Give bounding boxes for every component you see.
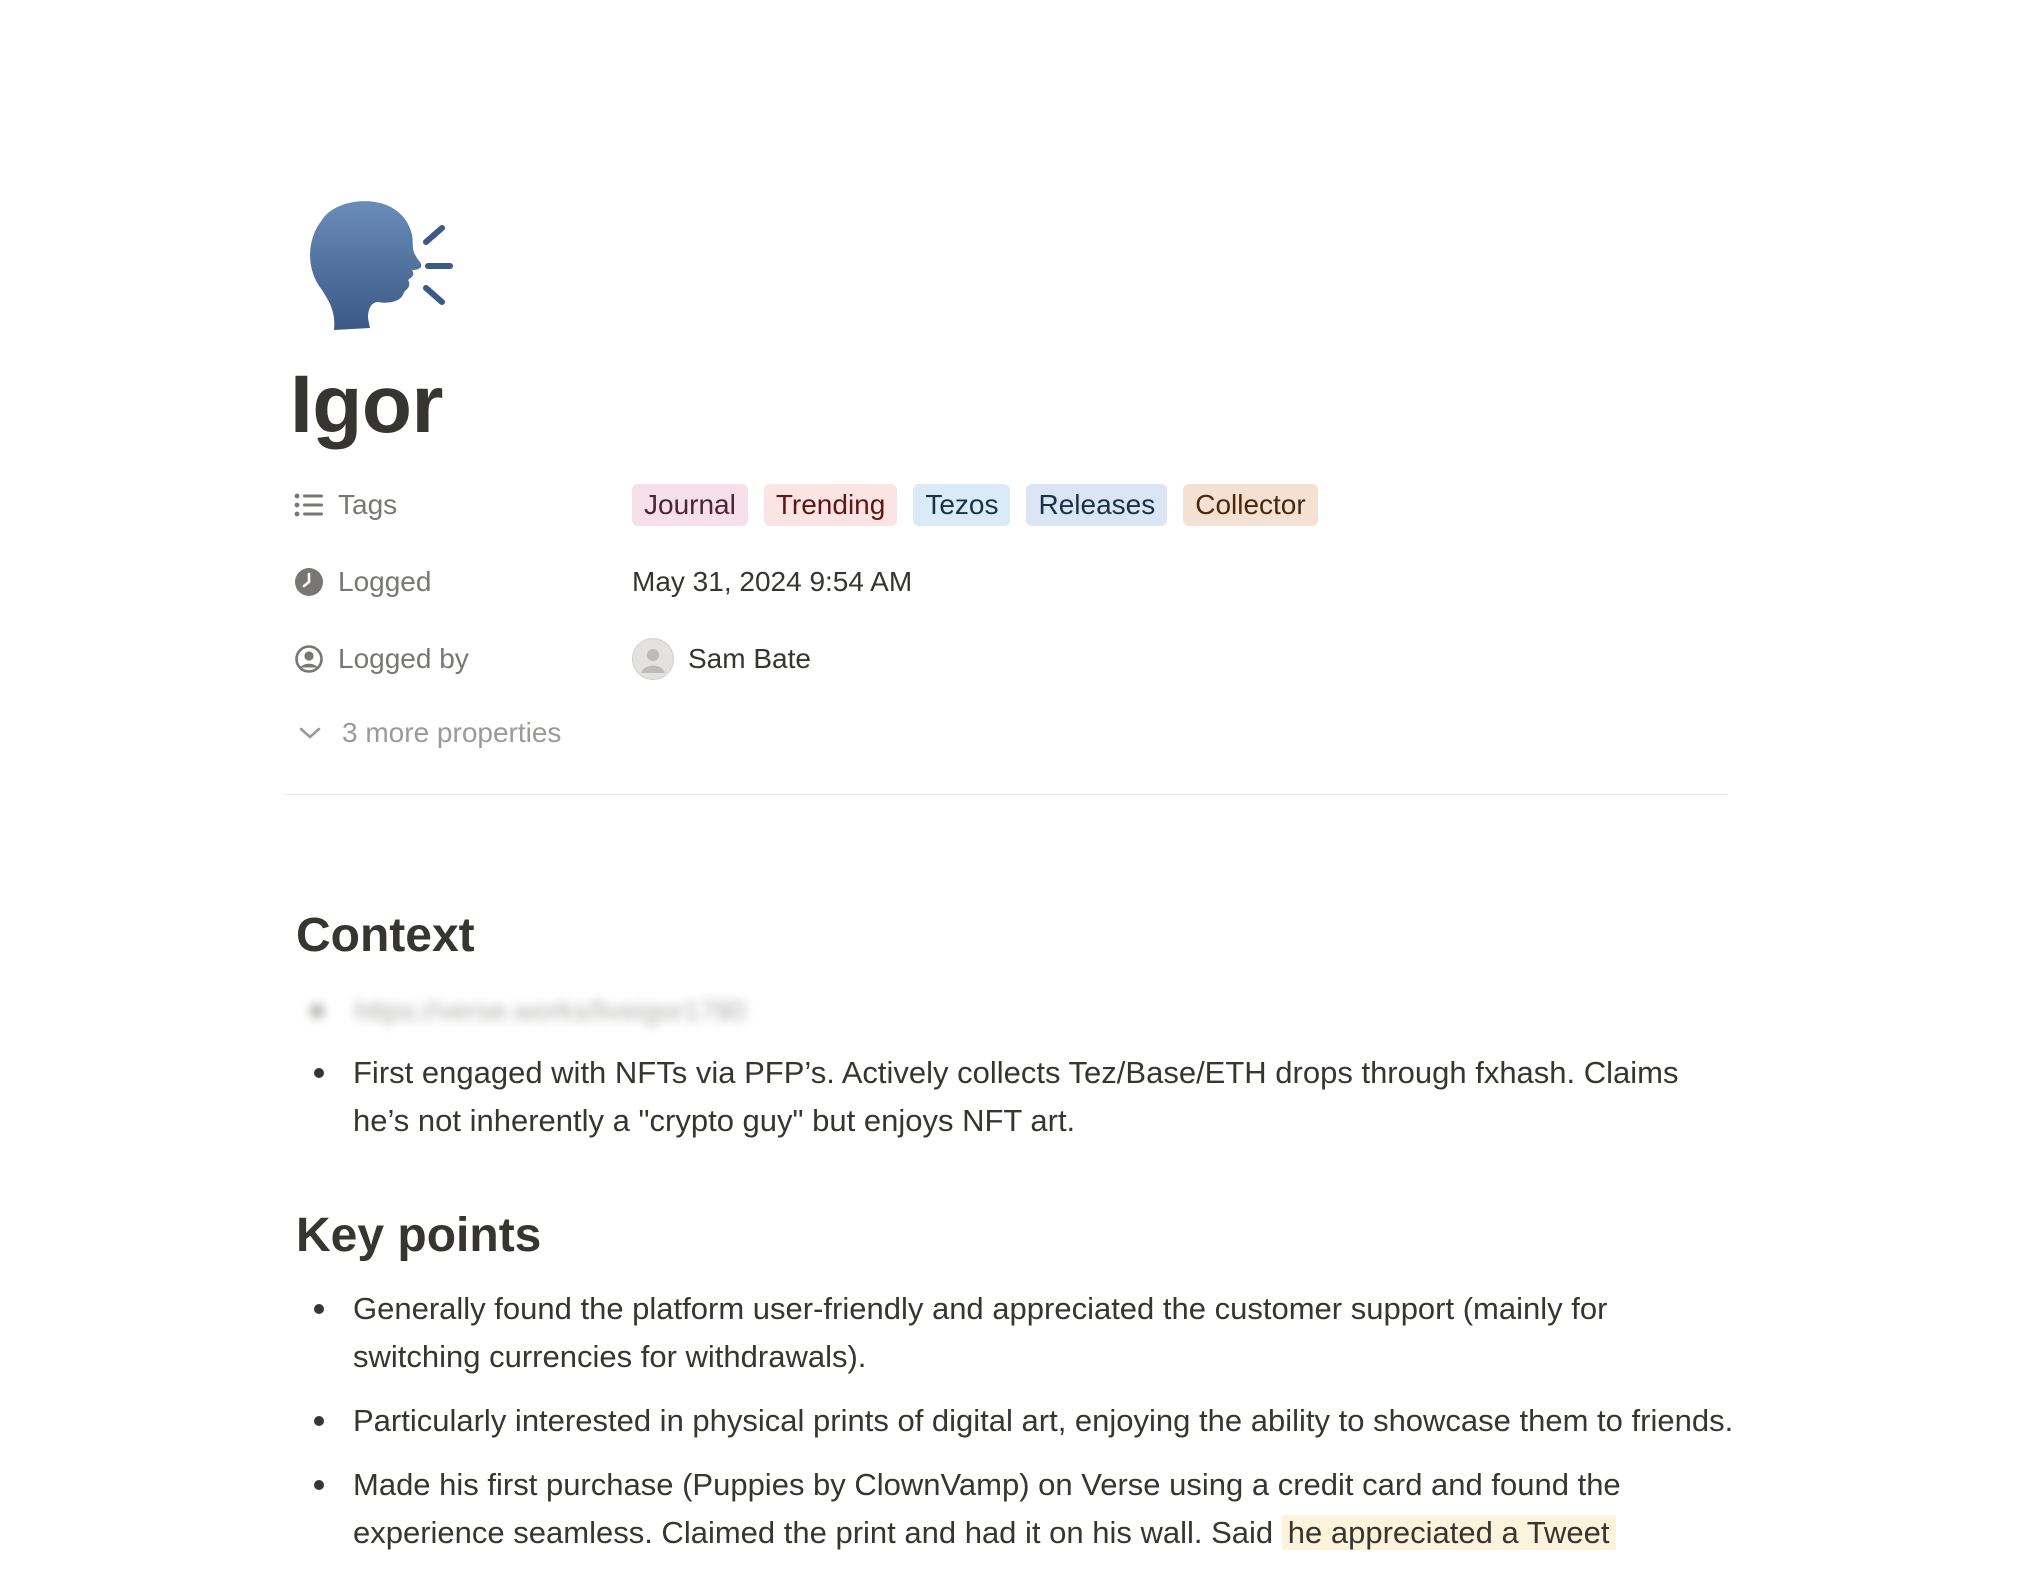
property-label-logged-by[interactable] — [294, 643, 632, 675]
divider — [284, 794, 1728, 795]
list-item[interactable] — [296, 1461, 1736, 1557]
blurred-link[interactable]: https://verse.works/liveigor1780 — [354, 995, 747, 1026]
avatar — [632, 638, 674, 680]
list-item[interactable] — [296, 1049, 1736, 1145]
list-item-text: First engaged with NFTs via PFP’s. Actively collects Tez/Base/ETH drops through fxhash. Claims he’s not inherently a "crypto guy" but enjoys NFT art. — [353, 1055, 1679, 1138]
speaking-head-icon[interactable] — [292, 190, 462, 340]
bullet-dot — [314, 1304, 324, 1314]
list-item-text: Generally found the platform user-friendly and appreciated the customer support (mainly for switching currencies for withdrawals). — [353, 1291, 1608, 1374]
bullet-dot — [314, 1068, 324, 1078]
context-list — [296, 1049, 1736, 1161]
chevron-down-icon — [296, 719, 324, 747]
person-name: Sam Bate — [688, 643, 811, 674]
tag-chip[interactable]: Trending — [764, 484, 897, 526]
tag-chip[interactable]: Releases — [1026, 484, 1167, 526]
tag-chip[interactable]: Collector — [1183, 484, 1317, 526]
heading-key-points[interactable]: Key points — [296, 1209, 542, 1262]
property-label-tags[interactable] — [294, 489, 632, 521]
clock-icon — [294, 567, 324, 597]
key-points-list — [296, 1285, 1736, 1573]
list-item-text: Made his first purchase (Puppies by ClownVamp) on Verse using a credit card and found the experience seamless. Claimed the print and had it on his wall. Said — [353, 1467, 1621, 1550]
more-properties-label: 3 more properties — [342, 717, 562, 748]
property-label-text: Logged by — [338, 643, 469, 674]
bullet-dot — [314, 1480, 324, 1490]
highlighted-text: he appreciated a Tweet — [1282, 1515, 1616, 1550]
property-row-logged — [294, 555, 1694, 609]
list-item-text: Particularly interested in physical prints of digital art, enjoying the ability to showcase them to friends. — [353, 1403, 1734, 1438]
logged-value[interactable]: May 31, 2024 9:54 AM — [632, 566, 913, 597]
blurred-link-item[interactable] — [296, 990, 746, 1032]
list-item[interactable] — [296, 1397, 1736, 1445]
property-row-tags — [294, 478, 1694, 532]
logged-by-value[interactable] — [632, 638, 811, 680]
person-circle-icon — [294, 644, 324, 674]
tags-value[interactable] — [632, 484, 1334, 526]
bullet-dot — [310, 1004, 324, 1018]
tag-chip[interactable]: Tezos — [913, 484, 1010, 526]
bullet-dot — [314, 1416, 324, 1426]
more-properties-toggle[interactable] — [296, 712, 561, 754]
list-icon — [294, 490, 324, 520]
property-row-logged-by — [294, 632, 1694, 686]
page-title[interactable]: Igor — [290, 359, 443, 450]
property-label-logged[interactable] — [294, 566, 632, 598]
tag-chip[interactable]: Journal — [632, 484, 748, 526]
list-item[interactable] — [296, 1285, 1736, 1381]
heading-context[interactable]: Context — [296, 909, 475, 962]
property-label-text: Tags — [338, 489, 398, 520]
property-label-text: Logged — [338, 566, 432, 597]
